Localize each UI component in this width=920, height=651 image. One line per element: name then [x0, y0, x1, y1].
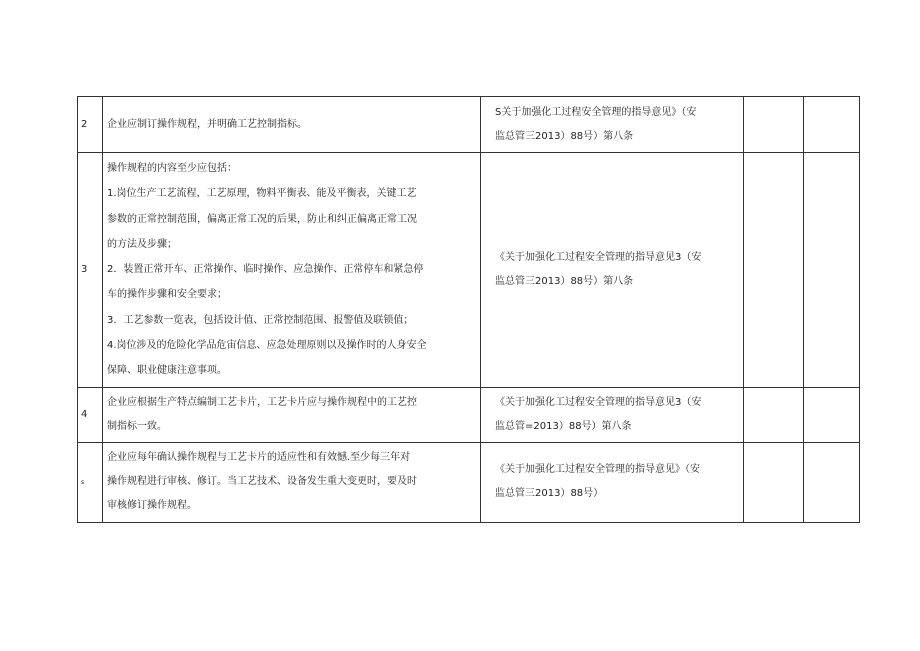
- row-number: s: [78, 442, 103, 522]
- empty-cell: [804, 153, 860, 388]
- reference-cell: [481, 97, 744, 153]
- requirement-line: 制指标一致。: [107, 420, 167, 432]
- empty-cell: [804, 387, 860, 442]
- requirement-cell: [103, 153, 481, 388]
- reference-line: 监总管=2013）88号）第八条: [495, 420, 632, 432]
- requirement-line: 的方法及步骤；: [107, 238, 177, 250]
- requirement-line: 审核修订操作规程。: [107, 500, 197, 512]
- requirement-line: 企业应每年确认操作规程与工艺卡片的适应性和有效憾.至少每三年对: [107, 452, 411, 464]
- empty-cell: [744, 97, 804, 153]
- empty-cell: [744, 387, 804, 442]
- reference-line: S关于加强化工过程安全管理的指导意见》（安: [495, 106, 697, 118]
- reference-cell: [481, 387, 744, 442]
- empty-cell: [744, 442, 804, 522]
- row-number: 2: [78, 97, 103, 153]
- requirement-line: 3．工艺参数一览表，包括设计值、正常控制范围、报警值及联锁值；: [107, 314, 414, 326]
- reference-line: 监总管三2013）88号）: [495, 488, 604, 500]
- reference-line: 《关于加强化工过程安全管理的指导意见》（安: [495, 464, 700, 476]
- requirement-line: 操作规程的内容至少应包括：: [107, 163, 237, 174]
- reference-line: 监总管三2013）88号）第八条: [495, 130, 634, 142]
- requirement-line: 1.岗位生产工艺流程，工艺原理，物料平衡表、能及平衡表，关键工艺: [107, 188, 417, 200]
- requirement-line: 2．装置正常开车、正常操作、临时操作、应急操作、正常停车和紧急停: [107, 264, 424, 276]
- requirement-line: 企业应制订操作规程，并明确工艺控制指标。: [107, 118, 307, 130]
- reference-line: 《关于加强化工过程安全管理的指导意见3（安: [495, 251, 702, 263]
- reference-line: 《关于加强化工过程安全管理的指导意见3（安: [495, 396, 702, 408]
- row-number: 4: [78, 387, 103, 442]
- table-row: [78, 387, 860, 442]
- safety-requirements-table: [77, 96, 860, 523]
- requirement-line: 4.岗位涉及的危险化学品危宙信息、应急处理原则以及操作时的人身安全: [107, 340, 427, 352]
- row-number: 3: [78, 153, 103, 388]
- reference-cell: [481, 153, 744, 388]
- requirement-cell: [103, 442, 481, 522]
- empty-cell: [744, 153, 804, 388]
- table-row: [78, 153, 860, 388]
- table-row: [78, 442, 860, 522]
- reference-cell: [481, 442, 744, 522]
- requirement-line: 操作规程进行审核、修订。当工艺技术、设备发生重大变更时，要及时: [107, 476, 417, 488]
- requirement-cell: [103, 97, 481, 153]
- requirement-cell: [103, 387, 481, 442]
- requirement-line: 企业应根据生产特点编制工艺卡片，工艺卡片应与操作规程中的工艺控: [107, 396, 417, 408]
- table-row: [78, 97, 860, 153]
- reference-line: 监总管三2013）88号）第八条: [495, 275, 634, 287]
- empty-cell: [804, 442, 860, 522]
- empty-cell: [804, 97, 860, 153]
- requirement-line: 保障、职业健康注意事项。: [107, 365, 227, 377]
- requirement-line: 参数的正常控制范围，偏离正常工况的后果，防止和纠正偏离正常工况: [107, 213, 417, 225]
- requirement-line: 车的操作步骤和安全要求；: [107, 289, 227, 301]
